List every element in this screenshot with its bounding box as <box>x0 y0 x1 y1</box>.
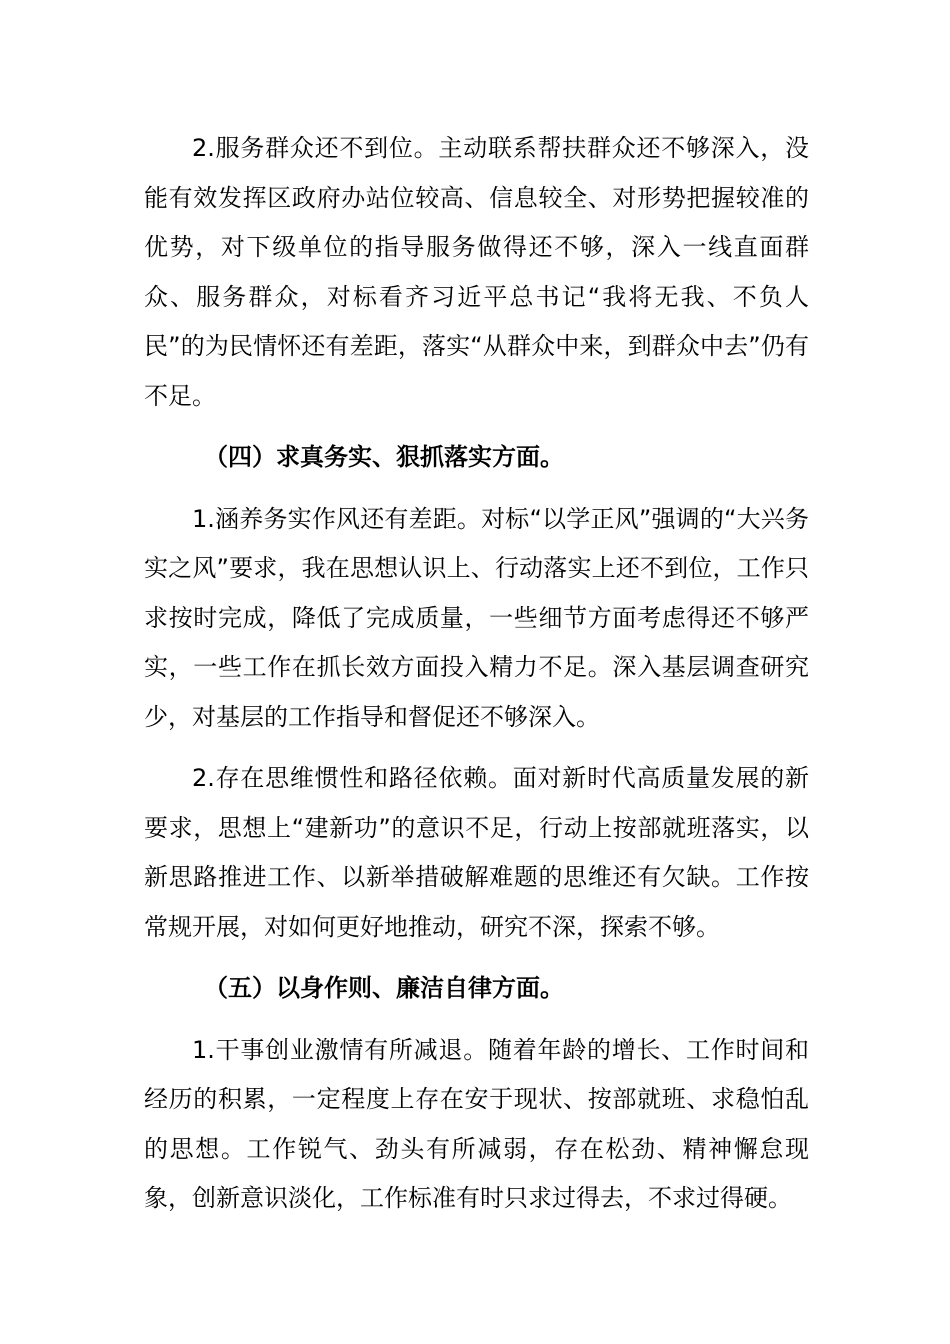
section-heading-4: （四）求真务实、狠抓落实方面。 <box>204 443 564 471</box>
paragraph-service-masses: 2.服务群众还不到位。主动联系帮扶群众还不够深入，没能有效发挥区政府办站位较高、信息较全、对形势把握较准的优势，对下级单位的指导服务做得还不够，深入一线直面群众、服务群众，对标看齐习近平总书记“我将无我、不负人民”的为民情怀还有差距，落实“从群众中来，到群众中去”仍有不足。 <box>144 134 809 410</box>
paragraph-thinking-inertia: 2.存在思维惯性和路径依赖。面对新时代高质量发展的新要求，思想上“建新功”的意识不足，行动上按部就班落实，以新思路推进工作、以新举措破解难题的思维还有欠缺。工作按常规开展，对如何更好地推动，研究不深，探索不够。 <box>144 764 809 941</box>
document-page <box>144 124 809 1236</box>
paragraph-passion-decline: 1.干事创业激情有所减退。随着年龄的增长、工作时间和经历的积累，一定程度上存在安于现状、按部就班、求稳怕乱的思想。工作锐气、劲头有所减弱，存在松劲、精神懈怠现象，创新意识淡化，工作标准有时只求过得去，不求过得硬。 <box>144 1035 809 1212</box>
paragraph-pragmatic-style: 1.涵养务实作风还有差距。对标“以学正风”强调的“大兴务实之风”要求，我在思想认识上、行动落实上还不到位，工作只求按时完成，降低了完成质量，一些细节方面考虑得还不够严实，一些工作在抓长效方面投入精力不足。深入基层调查研究少，对基层的工作指导和督促还不够深入。 <box>144 504 809 731</box>
section-heading-5: （五）以身作则、廉洁自律方面。 <box>204 974 564 1002</box>
